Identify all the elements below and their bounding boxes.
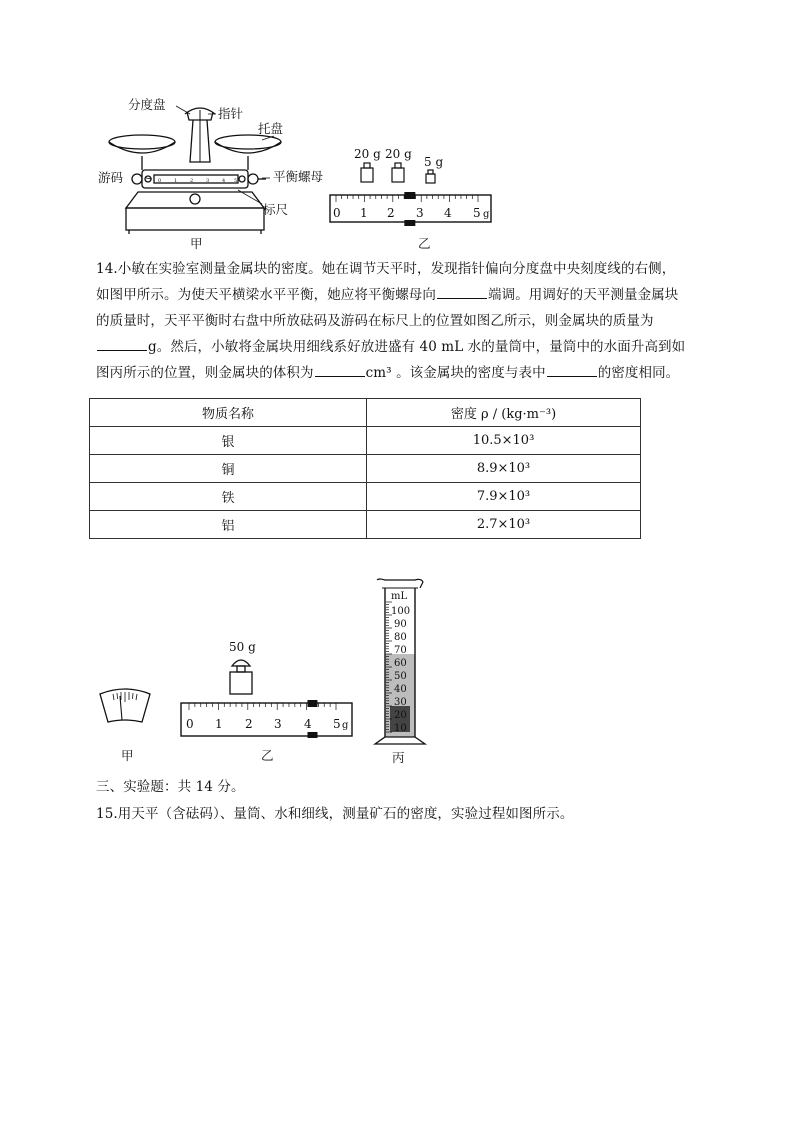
label-tray: 托盘	[258, 121, 284, 136]
scale2-tick-1: 1	[215, 717, 223, 731]
scale2-tick-2: 2	[245, 717, 253, 731]
scale1-tick-5: 5	[473, 206, 481, 220]
svg-text:0: 0	[158, 178, 162, 184]
caption-jia-1: 甲	[190, 236, 203, 251]
density-table	[89, 398, 641, 539]
weight-label-3: 5 g	[424, 155, 444, 169]
label-balance-nut: 平衡螺母	[273, 169, 324, 184]
answer-blank-3[interactable]	[315, 362, 365, 377]
scale1-tick-1: 1	[360, 206, 368, 220]
q14-line1: 14.小敏在实验室测量金属块的密度。她在调节天平时，发现指针偏向分度盘中央刻度线的右侧，	[96, 261, 676, 277]
table-cell-density: 10.5×10³	[367, 427, 641, 455]
table-cell-name: 铝	[90, 511, 367, 539]
table-header-name: 物质名称	[90, 399, 367, 427]
table-cell-density: 2.7×10³	[367, 511, 641, 539]
figure1-balance	[90, 92, 510, 252]
question14-text	[96, 256, 696, 386]
cylinder-mark: 10	[394, 723, 407, 734]
table-cell-density: 8.9×10³	[367, 455, 641, 483]
caption-jia-2: 甲	[121, 748, 134, 763]
scale-ruler-1	[330, 192, 491, 226]
table-row	[90, 455, 641, 483]
q14-line3: 的质量时，天平平衡时右盘中所放砝码及游码在标尺上的位置如图乙所示，则金属块的质量为	[96, 313, 654, 329]
answer-blank-4[interactable]	[547, 362, 597, 377]
q14-line5: 图丙所示的位置，则金属块的体积为 cm³ 。该金属块的密度与表中 的密度相同。	[96, 360, 696, 386]
weight-label-2: 20 g	[385, 147, 412, 161]
cylinder-mark: 40	[394, 684, 407, 695]
cylinder-mark: 30	[394, 697, 407, 708]
scale1-tick-2: 2	[387, 206, 395, 220]
table-row	[90, 483, 641, 511]
question15-text: 15.用天平（含砝码）、量筒、水和细线，测量矿石的密度，实验过程如图所示。	[96, 806, 574, 822]
figure2-measurement	[90, 572, 450, 772]
scale-ruler-2	[181, 700, 352, 738]
weights-illustration	[354, 147, 443, 183]
section3-heading: 三、实验题：共 14 分。	[96, 779, 245, 795]
table-row	[90, 511, 641, 539]
cylinder-mark: 80	[394, 632, 407, 643]
scale2-tick-5: 5	[333, 717, 341, 731]
cylinder-unit: mL	[391, 591, 408, 602]
label-rider: 游码	[98, 170, 124, 185]
caption-bing: 丙	[392, 750, 405, 765]
cylinder-mark: 60	[394, 658, 407, 669]
table-row	[90, 427, 641, 455]
scale1-tick-4: 4	[444, 206, 452, 220]
weight-label-1: 20 g	[354, 147, 381, 161]
weight-label-50g: 50 g	[229, 640, 256, 654]
dial-illustration	[100, 689, 150, 722]
q14-line2: 如图甲所示。为使天平横梁水平平衡，她应将平衡螺母向 端调。用调好的天平测量金属块	[96, 282, 696, 308]
cylinder-mark: 100	[391, 606, 411, 617]
scale2-tick-3: 3	[274, 717, 282, 731]
scale2-unit: g	[342, 720, 349, 731]
scale1-tick-3: 3	[416, 206, 424, 220]
table-cell-name: 铜	[90, 455, 367, 483]
svg-text:4: 4	[222, 178, 226, 184]
svg-text:1: 1	[174, 178, 178, 184]
cylinder-mark: 20	[394, 710, 407, 721]
table-cell-density: 7.9×10³	[367, 483, 641, 511]
answer-blank-2[interactable]	[97, 336, 147, 351]
scale1-tick-0: 0	[333, 206, 341, 220]
q14-line4: g。然后，小敏将金属块用细线系好放进盛有 40 mL 水的量筒中，量筒中的水面升高到如	[96, 334, 696, 360]
label-pointer: 指针	[218, 106, 244, 121]
scale2-tick-0: 0	[186, 717, 194, 731]
cylinder-mark: 50	[394, 671, 407, 682]
caption-yi-1: 乙	[418, 236, 431, 251]
table-header-row	[90, 399, 641, 427]
graduated-cylinder	[375, 579, 425, 744]
table-cell-name: 银	[90, 427, 367, 455]
cylinder-mark: 90	[394, 619, 407, 630]
caption-yi-2: 乙	[261, 748, 274, 763]
label-dial: 分度盘	[128, 97, 166, 112]
scale2-tick-4: 4	[304, 717, 312, 731]
svg-text:5: 5	[234, 178, 238, 184]
scale1-unit: g	[483, 209, 490, 220]
weight-50g-icon	[230, 660, 252, 694]
cylinder-mark: 70	[394, 645, 407, 656]
balance-illustration	[109, 108, 281, 234]
svg-text:2: 2	[190, 178, 194, 184]
svg-text:3: 3	[206, 178, 210, 184]
table-header-density: 密度 ρ / (kg·m⁻³)	[367, 399, 641, 427]
label-ruler: 标尺	[263, 202, 289, 217]
table-cell-name: 铁	[90, 483, 367, 511]
answer-blank-1[interactable]	[437, 284, 487, 299]
